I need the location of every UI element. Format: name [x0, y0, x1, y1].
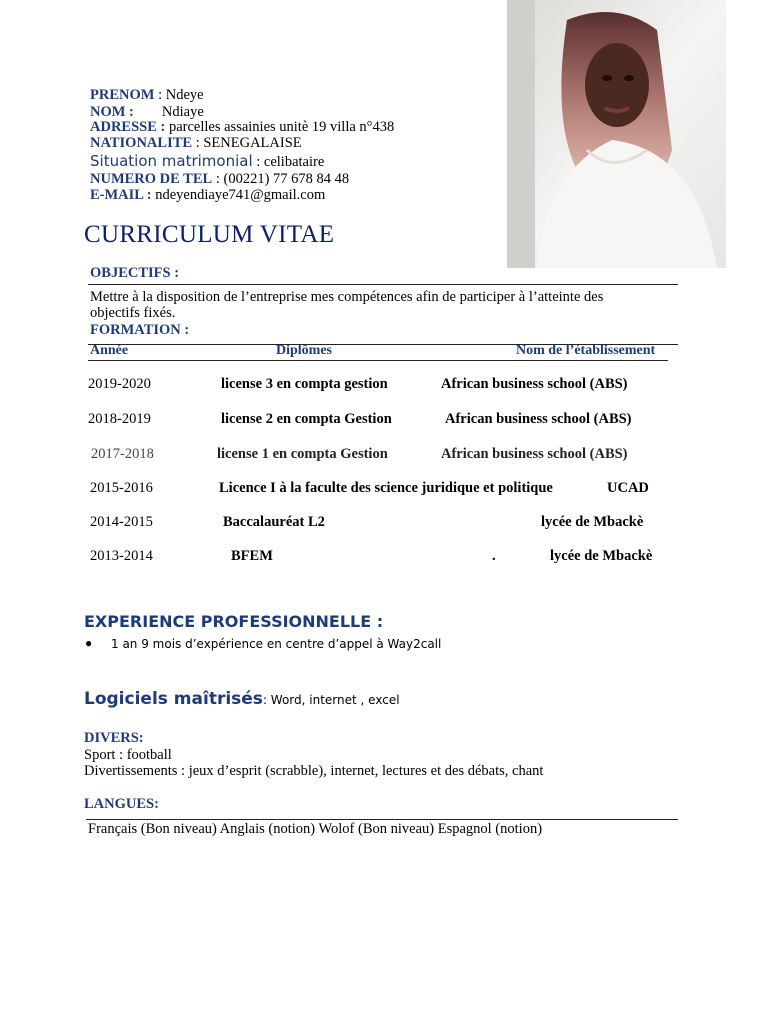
situation-line: Situation matrimonial : celibataire — [90, 152, 325, 170]
table-row-school: UCAD — [607, 480, 649, 496]
table-row-year: 2013-2014 — [90, 548, 153, 564]
formation-heading: FORMATION : — [90, 322, 190, 338]
email-line — [90, 187, 325, 203]
profile-photo — [507, 0, 726, 268]
experience-heading: EXPERIENCE PROFESSIONNELLE : — [84, 612, 384, 631]
divers-heading: DIVERS: — [84, 730, 144, 746]
langues-divider — [86, 819, 678, 820]
column-header-diplomes: Diplômes — [276, 343, 332, 358]
divers-divertissements: Divertissements : jeux d’esprit (scrabble), internet, lectures et des débats, chant — [84, 763, 544, 779]
table-row-dot: . — [492, 548, 496, 564]
adresse-line — [90, 119, 394, 135]
objectifs-line-2: objectifs fixés. — [90, 305, 176, 321]
page-title: CURRICULUM VITAE — [84, 221, 335, 248]
table-row-school: African business school (ABS) — [441, 376, 628, 392]
adresse-value: parcelles assainies unitè 19 villa n°438 — [168, 119, 395, 135]
nationalite-label: NATIONALITE — [90, 135, 193, 151]
table-row-school: lycée de Mbackè — [550, 548, 653, 564]
table-row-diploma: license 2 en compta Gestion — [221, 411, 392, 427]
divers-sport: Sport : football — [84, 747, 172, 763]
nationalite-line: NATIONALITE : SENEGALAISE — [90, 135, 302, 151]
prenom-label: PRENOM — [90, 87, 155, 103]
objectifs-line-1: Mettre à la disposition de l’entreprise mes compétences afin de participer à l’atteinte des — [90, 289, 604, 305]
prenom-value: Ndeye — [165, 87, 204, 103]
objectifs-divider — [88, 284, 678, 285]
situation-label: Situation matrimonial — [90, 152, 253, 170]
logiciels-line — [84, 689, 400, 709]
adresse-label: ADRESSE : — [90, 119, 166, 135]
logiciels-value: : Word, internet , excel — [262, 693, 400, 707]
column-header-annee: Année — [90, 343, 129, 358]
email-label: E-MAIL : — [90, 187, 152, 203]
table-row-year: 2014-2015 — [90, 514, 153, 530]
nationalite-value: SENEGALAISE — [203, 135, 302, 151]
nom-label: NOM : — [90, 104, 134, 120]
table-row-year: 2015-2016 — [90, 480, 153, 496]
table-row-year: 2018-2019 — [88, 411, 151, 427]
prenom-line: PRENOM : Ndeye — [90, 87, 204, 103]
langues-value: Français (Bon niveau) Anglais (notion) Wolof (Bon niveau) Espagnol (notion) — [88, 821, 543, 837]
email-value: ndeyendiaye741@gmail.com — [155, 187, 326, 203]
table-row-year: 2017-2018 — [91, 446, 154, 462]
nom-value: Ndiaye — [161, 104, 204, 120]
situation-value: celibataire — [263, 154, 325, 170]
table-row-school: African business school (ABS) — [445, 411, 632, 427]
header-underline — [88, 360, 668, 361]
table-row-diploma: Baccalauréat L2 — [223, 514, 325, 530]
langues-heading: LANGUES: — [84, 796, 159, 812]
tel-label: NUMERO DE TEL — [90, 171, 213, 187]
table-row-school: lycée de Mbackè — [541, 514, 644, 530]
table-row-school: African business school (ABS) — [441, 446, 628, 462]
nom-line — [90, 104, 204, 120]
tel-value: (00221) 77 678 84 48 — [223, 171, 350, 187]
logiciels-heading: Logiciels maîtrisés — [84, 689, 263, 709]
tel-line: NUMERO DE TEL : (00221) 77 678 84 48 — [90, 171, 350, 187]
column-header-etablissement: Nom de l’établissement — [516, 343, 656, 358]
bullet-icon: ● — [85, 636, 93, 650]
table-row-diploma: license 1 en compta Gestion — [217, 446, 388, 462]
table-row-diploma: BFEM — [231, 548, 273, 564]
table-row-diploma: license 3 en compta gestion — [221, 376, 388, 392]
objectifs-heading: OBJECTIFS : — [90, 265, 180, 281]
table-row-year: 2019-2020 — [88, 376, 151, 392]
table-row-diploma: Licence I à la faculte des science juridique et politique — [219, 480, 553, 496]
experience-item: 1 an 9 mois d’expérience en centre d’appel à Way2call — [111, 637, 442, 651]
